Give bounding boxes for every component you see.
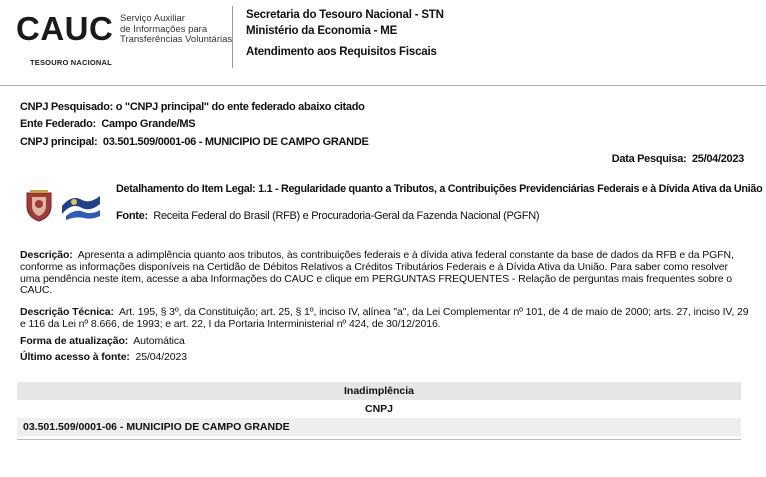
- data-pesquisa: [612, 153, 744, 165]
- fonte-value: Receita Federal do Brasil (RFB) e Procuradoria-Geral da Fazenda Nacional (PGFN): [153, 210, 540, 222]
- logo-word: CAUC: [16, 10, 114, 47]
- forma-label: Forma de atualização:: [20, 335, 129, 347]
- descricao-label: Descrição:: [20, 249, 73, 261]
- header-line-stn: Secretaria do Tesouro Nacional - STN: [246, 9, 444, 21]
- tecnica-text: e 116 da Lei nº 8.666, de 1993; e art. 22, I da Portaria Interministerial nº 424, de 30/12/2016.: [20, 317, 441, 330]
- ente-label: Ente Federado:: [20, 118, 96, 130]
- tecnica-label: Descrição Técnica:: [20, 306, 114, 318]
- cnpj-label: CNPJ principal:: [20, 136, 98, 148]
- ultimo-acesso: [20, 352, 187, 364]
- data-value: 25/04/2023: [691, 153, 744, 165]
- header-line-me: Ministério da Economia - ME: [246, 25, 398, 37]
- acesso-label: Último acesso à fonte:: [20, 351, 130, 363]
- forma-value: Automática: [133, 335, 185, 347]
- logo-sub-line: Transferências Voluntárias: [120, 34, 233, 45]
- descricao-text: Apresenta a adimplência quanto aos tributos, às contribuições federais e à dívida ativa federal constante da base de dados da RFB e da PGFN,: [77, 249, 734, 261]
- cauc-logo: [16, 8, 233, 68]
- cnpj-pesquisado: CNPJ Pesquisado: o "CNPJ principal" do ente federado abaixo citado: [20, 101, 365, 113]
- logo-org: TESOURO NACIONAL: [30, 58, 112, 67]
- cnpj-principal: [20, 136, 369, 148]
- descricao-text: conforme as informações disponíveis na Certidão de Débitos Relativos a Créditos Tributários Federais e à Dívida Ativa da União. Para saber como resolver: [20, 260, 728, 273]
- descricao-block: [20, 250, 750, 297]
- header-line-atendimento: Atendimento aos Requisitos Fiscais: [246, 46, 437, 58]
- cnpj-value: 03.501.509/0001-06 - MUNICIPIO DE CAMPO GRANDE: [102, 136, 369, 148]
- table-header-row: [17, 400, 741, 418]
- item-title: Detalhamento do Item Legal: 1.1 - Regularidade quanto a Tributos, a Contribuições Previdenciárias Federais e à Dívida Ativa da União: [116, 183, 763, 195]
- table-cell-cnpj: 03.501.509/0001-06 - MUNICIPIO DE CAMPO GRANDE: [23, 421, 290, 433]
- fonte-label: Fonte:: [116, 210, 148, 222]
- ente-federado: [20, 118, 195, 130]
- tecnica-text: Art. 195, § 3º, da Constituição; art. 25, § 1º, inciso IV, alínea "a", da Lei Complementar nº 101, de 4 de maio de 2000; arts. 27, inciso IV, 29: [118, 306, 749, 318]
- logo-sub-line: Serviço Auxiliar: [120, 13, 185, 24]
- table-row: [17, 418, 741, 436]
- data-label: Data Pesquisa:: [611, 153, 687, 165]
- table-footer-rule: [17, 436, 741, 440]
- header-divider: [232, 6, 233, 68]
- table-title-row: [17, 382, 741, 400]
- item-fonte: [116, 210, 539, 222]
- table-title: Inadimplência: [343, 385, 415, 397]
- forma-atualizacao: [20, 336, 185, 348]
- table-bottom-border: [17, 436, 741, 440]
- header-separator: [0, 85, 766, 86]
- receita-federal-emblem-icon: [60, 190, 102, 220]
- inadimplencia-table: [17, 382, 741, 440]
- descricao-text: CAUC.: [20, 284, 53, 297]
- acesso-value: 25/04/2023: [135, 351, 188, 363]
- logo-sub-line: de Informações para: [120, 23, 208, 35]
- pgfn-emblem-icon: [23, 188, 55, 222]
- logo-subtitle: [120, 14, 240, 46]
- descricao-text: uma pendência neste item, acesse a aba Informações do CAUC e clique em PERGUNTAS FREQUENTES - Relação de perguntas mais frequentes sobre o: [20, 272, 733, 285]
- ente-value: Campo Grande/MS: [101, 118, 196, 130]
- tecnica-block: [20, 307, 750, 331]
- table-column-cnpj: CNPJ: [364, 403, 393, 415]
